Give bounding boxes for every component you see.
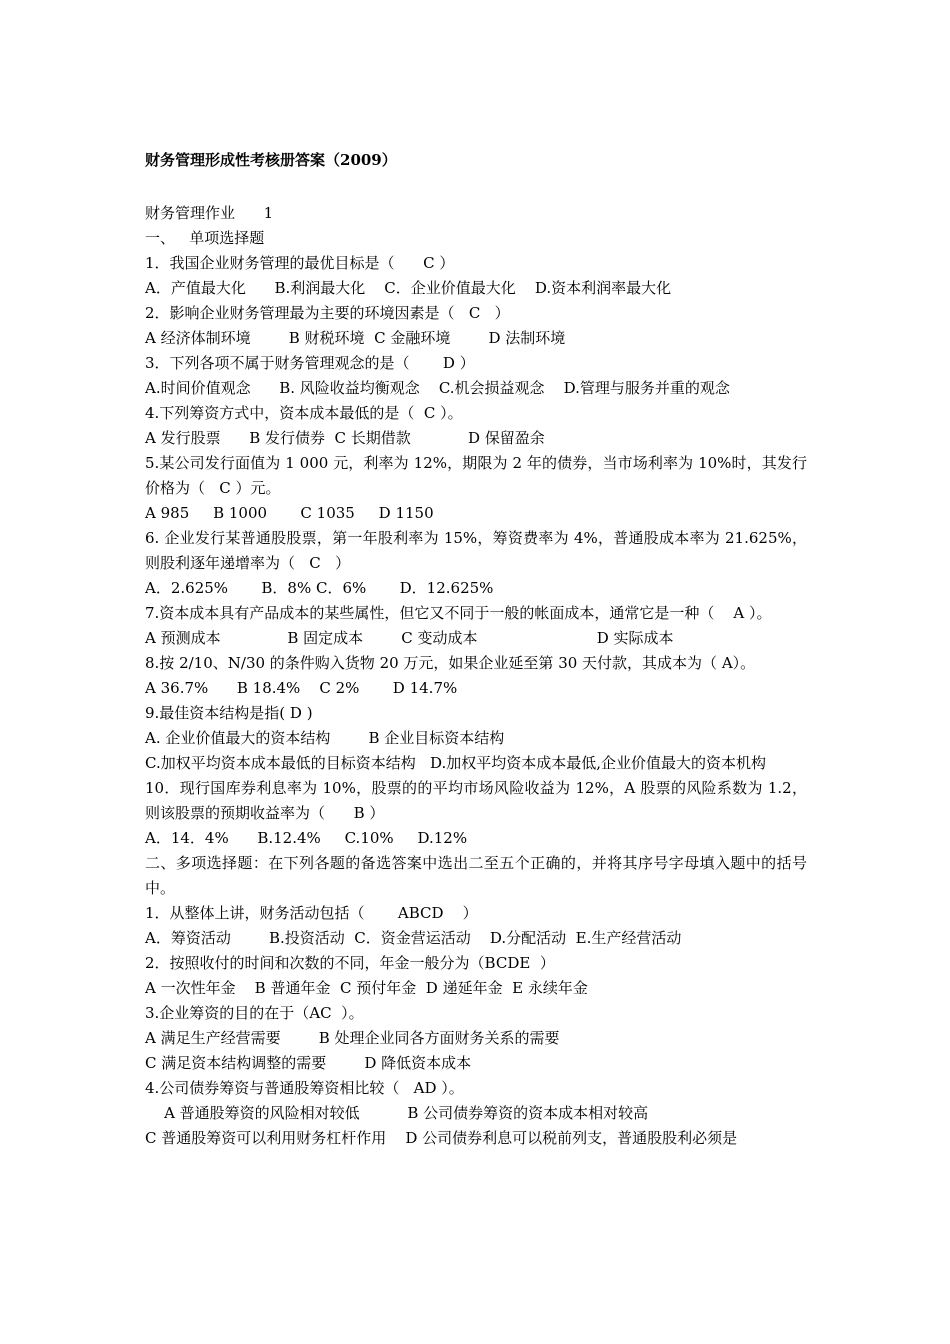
answer-options: A 发行股票 B 发行债券 C 长期借款 D 保留盈余 xyxy=(145,429,545,447)
question-text: 5.某公司发行面值为 1 000 元，利率为 12%，期限为 2 年的债券，当市场利率为 10%时，其发行价格为（ C ）元。 xyxy=(145,454,807,497)
question-text: 4.下列筹资方式中，资本成本最低的是（ C ）。 xyxy=(145,404,463,422)
question-text: 3．下列各项不属于财务管理观念的是（ D ） xyxy=(145,354,475,372)
answer-options: A．产值最大化 B.利润最大化 C．企业价值最大化 D.资本利润率最大化 xyxy=(145,279,672,297)
question-text: 10．现行国库券利息率为 10%，股票的的平均市场风险收益为 12%，A 股票的风险系数为 1.2，则该股票的预期收益率为（ B ） xyxy=(145,779,807,822)
question-text: 7.资本成本具有产品成本的某些属性，但它又不同于一般的帐面成本，通常它是一种（ A ）。 xyxy=(145,604,772,622)
document-page xyxy=(145,148,807,1151)
answer-options: C 普通股筹资可以利用财务杠杆作用 D 公司债券利息可以税前列支，普通股股利必须是 xyxy=(145,1129,738,1147)
answer-options: C.加权平均资本成本最低的目标资本结构 D.加权平均资本成本最低,企业价值最大的资本机构 xyxy=(145,754,767,772)
answer-options: A．14．4% B.12.4% C.10% D.12% xyxy=(145,829,468,847)
question-text: 8.按 2/10、N/30 的条件购入货物 20 万元，如果企业延至第 30 天付款，其成本为（ A）。 xyxy=(145,654,756,672)
section-heading: 二、多项选择题：在下列各题的备选答案中选出二至五个正确的，并将其序号字母填入题中的括号中。 xyxy=(145,854,807,897)
answer-options: A 36.7% B 18.4% C 2% D 14.7% xyxy=(145,679,458,697)
question-text: 2．按照收付的时间和次数的不同，年金一般分为（BCDE ） xyxy=(145,954,555,972)
answer-options: A 普通股筹资的风险相对较低 B 公司债券筹资的资本成本相对较高 xyxy=(145,1104,649,1122)
answer-options: C 满足资本结构调整的需要 D 降低资本成本 xyxy=(145,1054,472,1072)
answer-options: A 一次性年金 B 普通年金 C 预付年金 D 递延年金 E 永续年金 xyxy=(145,979,588,997)
document-title: 财务管理形成性考核册答案（2009） xyxy=(145,151,397,169)
document-body xyxy=(145,201,807,1151)
question-text: 3.企业筹资的目的在于（AC ）。 xyxy=(145,1004,364,1022)
question-text: 4.公司债券筹资与普通股筹资相比较（ AD ）。 xyxy=(145,1079,464,1097)
answer-options: A．筹资活动 B.投资活动 C．资金营运活动 D.分配活动 E.生产经营活动 xyxy=(145,929,682,947)
question-text: 1．从整体上讲，财务活动包括（ ABCD ） xyxy=(145,904,478,922)
section-heading: 一、 单项选择题 xyxy=(145,229,265,247)
answer-options: A．2.625% B．8% C．6% D．12.625% xyxy=(145,579,494,597)
answer-options: A.时间价值观念 B. 风险收益均衡观念 C.机会损益观念 D.管理与服务并重的观念 xyxy=(145,379,730,397)
question-text: 6. 企业发行某普通股股票，第一年股利率为 15%，筹资费率为 4%，普通股成本率为 21.625%，则股利逐年递增率为（ C ） xyxy=(145,529,807,572)
question-text: 2．影响企业财务管理最为主要的环境因素是（ C ） xyxy=(145,304,510,322)
answer-options: A 985 B 1000 C 1035 D 1150 xyxy=(145,504,434,522)
answer-options: A 满足生产经营需要 B 处理企业同各方面财务关系的需要 xyxy=(145,1029,560,1047)
text-line: 财务管理作业 1 xyxy=(145,204,274,222)
answer-options: A 经济体制环境 B 财税环境 C 金融环境 D 法制环境 xyxy=(145,329,566,347)
question-text: 9.最佳资本结构是指( D ) xyxy=(145,704,313,722)
question-text: 1．我国企业财务管理的最优目标是（ C ） xyxy=(145,254,455,272)
answer-options: A. 企业价值最大的资本结构 B 企业目标资本结构 xyxy=(145,729,505,747)
answer-options: A 预测成本 B 固定成本 C 变动成本 D 实际成本 xyxy=(145,629,674,647)
